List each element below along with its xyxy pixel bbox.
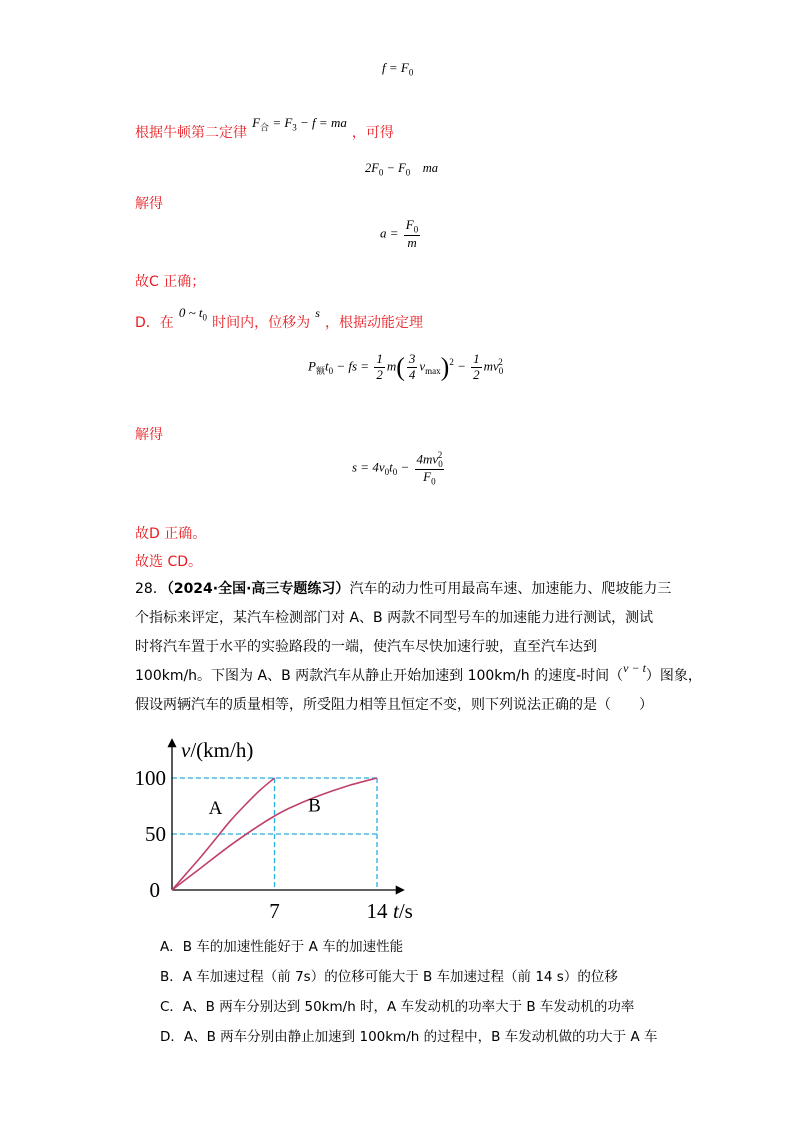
question-text-4b: ）图象， [645,668,702,684]
question-source: （2024·全国·高三专题练习） [166,581,350,597]
question-text-4a: 100km/h。下图为 A、B 两款汽车从静止开始加速到 100km/h 的速度-时间（ [135,668,624,684]
question-line-5: 假设两辆汽车的质量相等，所受阻力相等且恒定不变，则下列说法正确的是（ ） [135,697,653,713]
question-line-4 [135,662,702,691]
x-tick-14: 14 [366,899,388,923]
option-d: D．A、B 两车分别由静止加速到 100km/h 的过程中，B 车发动机做的功大于 A 车 [160,1029,658,1045]
question-line-3: 时将汽车置于水平的实验路段的一端，使汽车尽快加速行驶，直至汽车达到 [135,639,597,655]
equation-work-energy: $P_额t_0$ − fs = $\frac{1}{2}$ m( $\frac{3}{4}$ $v_{max})^2$ − $\frac{1}{2}$ $mv_0^2$ [308,351,504,382]
newton-law-line [135,112,394,141]
y-tick-100: 100 [134,766,166,790]
equation-displacement: $s = 4v_0t_0$ − $\frac{4mv_0^2}{F_0}$ [352,450,443,487]
vt-chart [120,735,420,925]
d-intro-prefix: D．在 [135,315,174,331]
newton-suffix-text: ，可得 [351,125,394,141]
x-tick-7: 7 [269,899,280,923]
equation-acceleration: a = $\frac{F_0}{m}$ [380,217,419,250]
d-intro-line [135,302,423,331]
answer-text: 故选 CD。 [135,554,203,570]
question-line-1 [135,575,671,604]
d-mid-text: 时间内，位移为 [212,315,311,331]
chart-guide-lines [172,778,377,890]
series-label-A: A [208,797,223,819]
question-number: 28． [135,581,167,597]
equation-result-1: $2F_0 - F_0$ ma [365,161,438,178]
question-var-vt: v − t [623,661,646,675]
d-correct-text: 故D 正确。 [135,526,207,542]
equation-friction: $f = F_0$ [382,60,414,78]
d-interval: 0 ~ $t_0$ [178,305,208,323]
d-suffix-text: ，根据动能定理 [324,315,423,331]
newton-intro-text: 根据牛顿第二定律 [135,125,247,141]
solve-label-2: 解得 [135,427,163,443]
question-text-1: 汽车的动力性可用最高车速、加速能力、爬坡能力三 [349,581,672,597]
solve-label-1: 解得 [135,196,163,212]
x-axis-label: t/s [393,899,413,923]
y-tick-50: 50 [145,822,166,846]
d-var-s: s [315,306,320,320]
series-label-B: B [308,795,321,817]
option-c: C．A、B 两车分别达到 50km/h 时，A 车发动机的功率大于 B 车发动机的功率 [160,999,635,1015]
option-a: A．B 车的加速性能好于 A 车的加速性能 [160,939,404,955]
y-axis-label: v/(km/h) [181,738,254,762]
c-correct-text: 故C 正确； [135,274,206,290]
question-line-2: 个指标来评定，某汽车检测部门对 A、B 两款不同型号车的加速能力进行测试，测试 [135,610,654,626]
x-tick-0: 0 [149,878,160,902]
chart-labels [135,738,413,923]
option-b: B．A 车加速过程（前 7s）的位移可能大于 B 车加速过程（前 14 s）的位移 [160,969,618,985]
newton-equation: $F_合 = F_3 - f$ = ma [252,115,347,134]
